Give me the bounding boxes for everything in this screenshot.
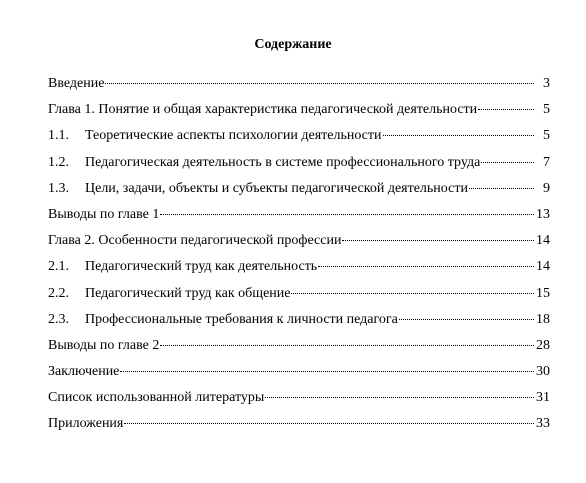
- toc-page-number: 14: [536, 233, 550, 249]
- toc-page-number: 5: [543, 102, 550, 118]
- toc-entry: [48, 311, 550, 337]
- toc-dot-leader: [124, 422, 534, 424]
- toc-dot-leader: [160, 344, 534, 346]
- toc-entry-number: 1.2.: [48, 154, 69, 170]
- toc-entry: [48, 75, 550, 101]
- toc-page-number: 18: [536, 311, 550, 327]
- toc-dot-leader: [399, 318, 534, 320]
- toc-entry: [48, 258, 550, 284]
- toc-dot-leader: [291, 292, 534, 294]
- toc-dot-leader: [318, 265, 534, 267]
- toc-entry-text: Выводы по главе 1: [48, 206, 160, 222]
- toc-page-number: 31: [536, 390, 550, 406]
- toc-dot-leader: [120, 370, 534, 372]
- toc-entry-number: 1.3.: [48, 180, 69, 196]
- toc-entry-text: Приложения: [48, 416, 124, 432]
- toc-page-number: 7: [543, 154, 550, 170]
- toc-entry: [48, 154, 550, 180]
- toc-entry-text: Педагогический труд как деятельность: [85, 259, 318, 275]
- toc-list: [48, 75, 550, 442]
- toc-dot-leader: [160, 213, 534, 215]
- toc-page-number: 3: [543, 76, 550, 91]
- toc-entry-text: Введение: [48, 76, 105, 91]
- toc-page-number: 15: [536, 285, 550, 301]
- toc-entry: [48, 127, 550, 153]
- toc-dot-leader: [469, 187, 534, 189]
- toc-entry-text: Педагогическая деятельность в системе профессионального труда: [85, 154, 481, 170]
- toc-entry: [48, 285, 550, 311]
- toc-entry: [48, 206, 550, 232]
- toc-entry: [48, 415, 550, 441]
- toc-page-number: 9: [543, 180, 550, 196]
- toc-dot-leader: [481, 161, 534, 163]
- toc-entry: [48, 337, 550, 363]
- toc-entry-text: Выводы по главе 2: [48, 337, 160, 353]
- toc-dot-leader: [478, 108, 534, 110]
- toc-page-number: 28: [536, 337, 550, 353]
- toc-page-number: 5: [543, 128, 550, 144]
- toc-entry-number: 1.1.: [48, 128, 69, 144]
- toc-entry-text: Глава 2. Особенности педагогической профессии: [48, 233, 342, 249]
- toc-entry-number: 2.2.: [48, 285, 69, 301]
- toc-entry: [48, 389, 550, 415]
- toc-entry-text: Профессиональные требования к личности педагога: [85, 311, 398, 327]
- toc-page-number: 14: [536, 259, 550, 275]
- toc-entry: [48, 101, 550, 127]
- toc-entry-text: Педагогический труд как общение: [85, 285, 291, 301]
- toc-entry-text: Глава 1. Понятие и общая характеристика педагогической деятельности: [48, 102, 478, 118]
- toc-entry-text: Теоретические аспекты психологии деятельности: [85, 128, 382, 144]
- toc-entry: [48, 232, 550, 258]
- toc-title: Содержание: [254, 37, 332, 52]
- toc-entry-text: Заключение: [48, 364, 120, 380]
- toc-page-number: 33: [536, 416, 550, 432]
- toc-dot-leader: [383, 134, 535, 136]
- toc-entry: [48, 363, 550, 389]
- toc-entry-number: 2.3.: [48, 311, 69, 327]
- toc-entry: [48, 180, 550, 206]
- toc-page-number: 13: [536, 206, 550, 222]
- toc-dot-leader: [105, 82, 534, 84]
- toc-page-number: 30: [536, 364, 550, 380]
- toc-dot-leader: [342, 239, 534, 241]
- toc-entry-text: Список использованной литературы: [48, 390, 265, 406]
- toc-entry-number: 2.1.: [48, 259, 69, 275]
- toc-dot-leader: [265, 396, 534, 398]
- toc-entry-text: Цели, задачи, объекты и субъекты педагогической деятельности: [85, 180, 468, 196]
